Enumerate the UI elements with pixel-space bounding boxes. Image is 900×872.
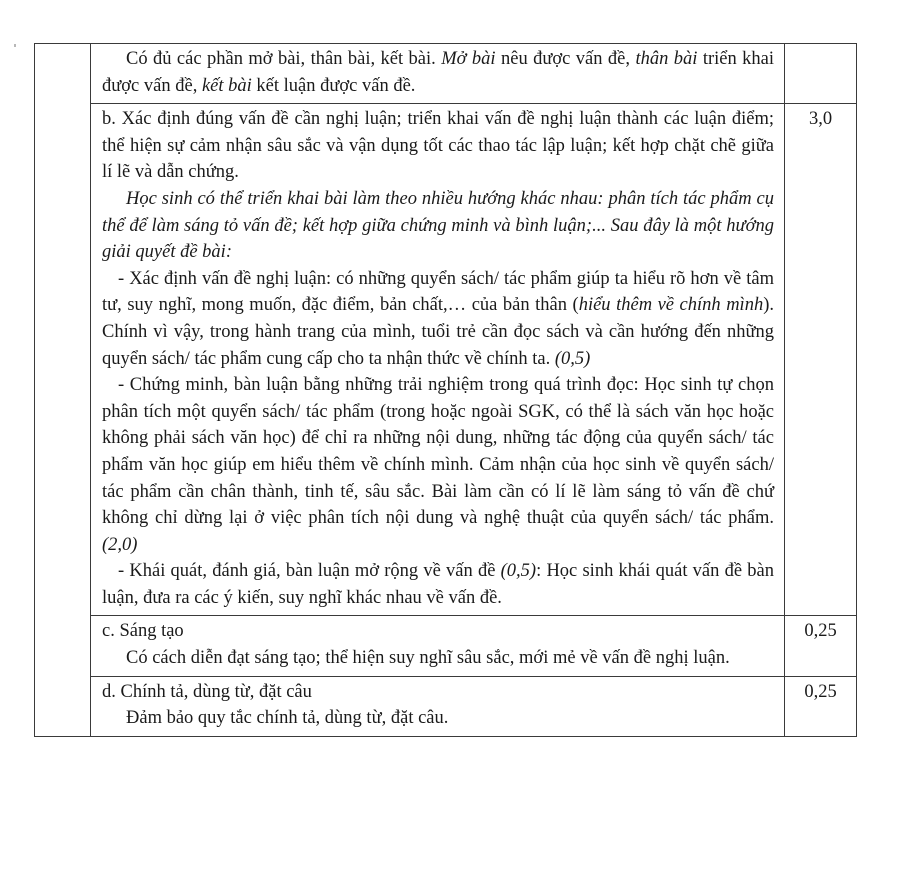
row-c-heading: c. Sáng tạo <box>102 621 184 642</box>
row-c-body: Có cách diễn đạt sáng tạo; thể hiện suy nghĩ sâu sắc, mới mẻ về vấn đề nghị luận. <box>126 648 730 669</box>
row-c-score: 0,25 <box>785 616 857 676</box>
scan-speck <box>14 44 16 47</box>
row-c-content <box>91 616 785 676</box>
row-d-content <box>91 676 785 736</box>
rubric-row-b <box>35 104 857 616</box>
row-d-body: Đảm bảo quy tắc chính tả, dùng từ, đặt câu. <box>126 708 449 729</box>
row-b-point-1: - Xác định vấn đề nghị luận: có những quyển sách/ tác phẩm giúp ta hiểu rõ hơn về tâm tư, suy nghĩ, mong muốn, đặc điểm, bản chất,… của bản thân (hiểu thêm về chính mình). Chính vì vậy, trong hành trang của mình, tuổi trẻ cần đọc sách và cần hướng đến những quyển sách/ tác phẩm cung cấp cho ta nhận thức về chính ta. (0,5) <box>102 268 774 369</box>
row-b-point-2: - Chứng minh, bàn luận bằng những trải nghiệm trong quá trình đọc: Học sinh tự chọn phân tích một quyển sách/ tác phẩm (trong hoặc ngoài SGK, có thể là sách văn học hoặc không phải sách văn học) để chỉ ra những nội dung, những tác động của quyển sách/ tác phẩm văn học giúp em hiểu thêm về chính mình. Cảm nhận của học sinh về quyển sách/ tác phẩm cần chân thành, tinh tế, sâu sắc. Bài làm cần có lí lẽ làm sáng tỏ vấn đề chứ không chỉ dừng lại ở việc phân tích nội dung và nghệ thuật của quyển sách/ tác phẩm. (2,0) <box>102 375 774 555</box>
row-a-score <box>785 44 857 104</box>
rubric-row-d <box>35 676 857 736</box>
rubric-row-a <box>35 44 857 104</box>
row-b-point-3: - Khái quát, đánh giá, bàn luận mở rộng về vấn đề (0,5): Học sinh khái quát vấn đề bàn luận, đưa ra các ý kiến, suy nghĩ khác nhau về vấn đề. <box>102 561 774 608</box>
row-b-italic-note: Học sinh có thể triển khai bài làm theo nhiều hướng khác nhau: phân tích tác phẩm cụ thể để làm sáng tỏ vấn đề; kết hợp giữa chứng minh và bình luận;... Sau đây là một hướng giải quyết đề bài: <box>102 188 774 263</box>
row-d-heading: d. Chính tả, dùng từ, đặt câu <box>102 681 312 702</box>
row-d-score: 0,25 <box>785 676 857 736</box>
row-a-text: Có đủ các phần mở bài, thân bài, kết bài. Mở bài nêu được vấn đề, thân bài triển khai được vấn đề, kết bài kết luận được vấn đề. <box>102 49 774 96</box>
row-b-score: 3,0 <box>785 104 857 616</box>
blank-left-column <box>35 44 91 737</box>
row-a-content <box>91 44 785 104</box>
rubric-row-c <box>35 616 857 676</box>
grading-rubric-table <box>34 43 857 737</box>
row-b-content <box>91 104 785 616</box>
row-b-heading: b. Xác định đúng vấn đề cần nghị luận; triển khai vấn đề nghị luận thành các luận điểm; thể hiện sự cảm nhận sâu sắc và vận dụng tốt các thao tác lập luận; kết hợp chặt chẽ giữa lí lẽ và dẫn chứng. <box>102 109 774 183</box>
